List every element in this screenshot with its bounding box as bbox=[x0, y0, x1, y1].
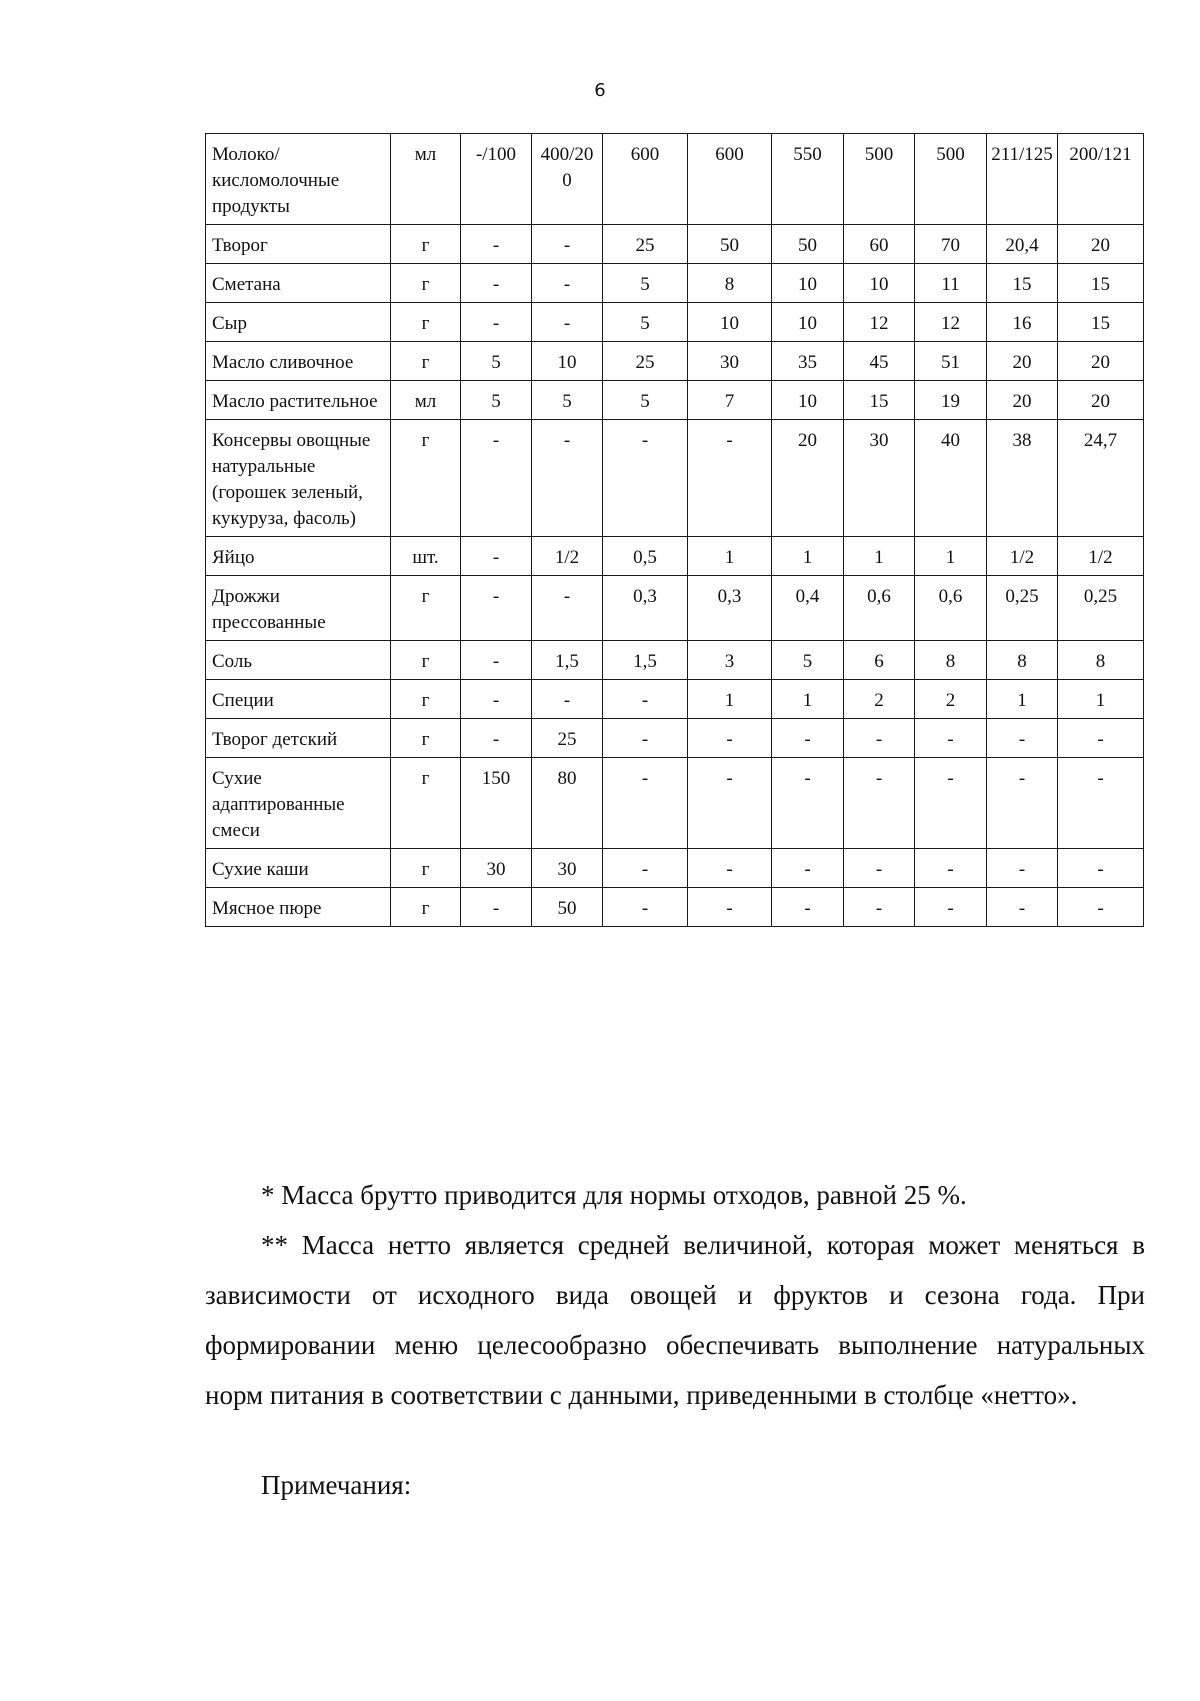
product-name-cell: Специи bbox=[206, 680, 391, 719]
value-cell: 10 bbox=[532, 342, 603, 381]
table-row bbox=[206, 420, 1144, 537]
footnote-netto: ** Масса нетто является средней величиной, которая может меняться в зависимости от исходного вида овощей и фруктов и сезона года. При формировании меню целесообразно обеспечивать выполнение натуральных норм питания в соответствии с данными, приведенными в столбце «нетто». bbox=[205, 1230, 1145, 1410]
unit-cell: г bbox=[391, 888, 461, 927]
value-cell: - bbox=[532, 225, 603, 264]
table-row bbox=[206, 849, 1144, 888]
value-cell: 80 bbox=[532, 758, 603, 849]
value-cell: 1 bbox=[772, 537, 844, 576]
value-cell: 25 bbox=[532, 719, 603, 758]
product-name-cell: Дрожжи прессованные bbox=[206, 576, 391, 641]
food-norms-table-body bbox=[206, 134, 1144, 927]
value-cell: - bbox=[844, 849, 915, 888]
value-cell: 500 bbox=[915, 134, 987, 225]
value-cell: 50 bbox=[772, 225, 844, 264]
product-name-cell: Сухие каши bbox=[206, 849, 391, 888]
unit-cell: мл bbox=[391, 381, 461, 420]
value-cell: - bbox=[1058, 758, 1144, 849]
value-cell: 500 bbox=[844, 134, 915, 225]
table-row bbox=[206, 264, 1144, 303]
value-cell: 11 bbox=[915, 264, 987, 303]
value-cell: - bbox=[987, 719, 1058, 758]
value-cell: 1 bbox=[1058, 680, 1144, 719]
value-cell: - bbox=[1058, 849, 1144, 888]
value-cell: - bbox=[461, 576, 532, 641]
product-name-cell: Сыр bbox=[206, 303, 391, 342]
product-name-cell: Сухие адаптированные смеси bbox=[206, 758, 391, 849]
value-cell: 1 bbox=[987, 680, 1058, 719]
value-cell: 550 bbox=[772, 134, 844, 225]
value-cell: 0,6 bbox=[844, 576, 915, 641]
value-cell: 20 bbox=[987, 342, 1058, 381]
value-cell: 12 bbox=[844, 303, 915, 342]
value-cell: - bbox=[461, 719, 532, 758]
value-cell: 51 bbox=[915, 342, 987, 381]
value-cell: 1/2 bbox=[532, 537, 603, 576]
value-cell: - bbox=[915, 758, 987, 849]
value-cell: - bbox=[987, 758, 1058, 849]
value-cell: 40 bbox=[915, 420, 987, 537]
value-cell: - bbox=[461, 264, 532, 303]
table-row bbox=[206, 680, 1144, 719]
unit-cell: г bbox=[391, 264, 461, 303]
value-cell: - bbox=[461, 537, 532, 576]
value-cell: - bbox=[532, 264, 603, 303]
value-cell: - bbox=[688, 420, 772, 537]
value-cell: 10 bbox=[688, 303, 772, 342]
page-number: 6 bbox=[594, 80, 606, 101]
value-cell: 15 bbox=[1058, 264, 1144, 303]
unit-cell: г bbox=[391, 680, 461, 719]
value-cell: 10 bbox=[772, 303, 844, 342]
value-cell: 5 bbox=[603, 303, 688, 342]
table-row bbox=[206, 888, 1144, 927]
value-cell: - bbox=[461, 888, 532, 927]
product-name-cell: Молоко/ кисломолочные продукты bbox=[206, 134, 391, 225]
value-cell: - bbox=[461, 420, 532, 537]
value-cell: 30 bbox=[532, 849, 603, 888]
value-cell: 8 bbox=[1058, 641, 1144, 680]
unit-cell: шт. bbox=[391, 537, 461, 576]
value-cell: 0,4 bbox=[772, 576, 844, 641]
value-cell: - bbox=[603, 888, 688, 927]
value-cell: - bbox=[688, 888, 772, 927]
value-cell: 38 bbox=[987, 420, 1058, 537]
value-cell: - bbox=[532, 420, 603, 537]
value-cell: 0,3 bbox=[603, 576, 688, 641]
value-cell: 1,5 bbox=[532, 641, 603, 680]
value-cell: 10 bbox=[772, 264, 844, 303]
value-cell: - bbox=[532, 576, 603, 641]
value-cell: 15 bbox=[844, 381, 915, 420]
value-cell: - bbox=[915, 849, 987, 888]
value-cell: 1 bbox=[844, 537, 915, 576]
value-cell: 1 bbox=[915, 537, 987, 576]
value-cell: - bbox=[461, 225, 532, 264]
unit-cell: г bbox=[391, 758, 461, 849]
value-cell: 20 bbox=[987, 381, 1058, 420]
table-row bbox=[206, 342, 1144, 381]
value-cell: 45 bbox=[844, 342, 915, 381]
value-cell: 8 bbox=[915, 641, 987, 680]
value-cell: 19 bbox=[915, 381, 987, 420]
value-cell: 200/121 bbox=[1058, 134, 1144, 225]
product-name-cell: Мясное пюре bbox=[206, 888, 391, 927]
unit-cell: г bbox=[391, 342, 461, 381]
value-cell: 20 bbox=[1058, 342, 1144, 381]
value-cell: 2 bbox=[915, 680, 987, 719]
value-cell: 50 bbox=[532, 888, 603, 927]
value-cell: 20,4 bbox=[987, 225, 1058, 264]
value-cell: 7 bbox=[688, 381, 772, 420]
table-row bbox=[206, 719, 1144, 758]
value-cell: 35 bbox=[772, 342, 844, 381]
value-cell: - bbox=[1058, 888, 1144, 927]
value-cell: 25 bbox=[603, 342, 688, 381]
value-cell: 150 bbox=[461, 758, 532, 849]
table-row bbox=[206, 381, 1144, 420]
value-cell: 20 bbox=[1058, 225, 1144, 264]
value-cell: 600 bbox=[603, 134, 688, 225]
value-cell: 20 bbox=[1058, 381, 1144, 420]
value-cell: - bbox=[688, 758, 772, 849]
value-cell: 5 bbox=[603, 264, 688, 303]
value-cell: - bbox=[688, 719, 772, 758]
value-cell: - bbox=[844, 758, 915, 849]
value-cell: - bbox=[987, 888, 1058, 927]
unit-cell: г bbox=[391, 420, 461, 537]
value-cell: 1 bbox=[772, 680, 844, 719]
table-row bbox=[206, 537, 1144, 576]
value-cell: 2 bbox=[844, 680, 915, 719]
footnote-brutto: * Масса брутто приводится для нормы отходов, равной 25 %. bbox=[261, 1180, 967, 1210]
unit-cell: мл bbox=[391, 134, 461, 225]
value-cell: - bbox=[772, 758, 844, 849]
product-name-cell: Масло сливочное bbox=[206, 342, 391, 381]
table-row bbox=[206, 641, 1144, 680]
value-cell: - bbox=[772, 719, 844, 758]
value-cell: - bbox=[915, 888, 987, 927]
value-cell: 5 bbox=[532, 381, 603, 420]
value-cell: 5 bbox=[603, 381, 688, 420]
value-cell: - bbox=[461, 680, 532, 719]
value-cell: - bbox=[603, 849, 688, 888]
value-cell: - bbox=[844, 719, 915, 758]
value-cell: -/100 bbox=[461, 134, 532, 225]
value-cell: - bbox=[532, 303, 603, 342]
value-cell: 3 bbox=[688, 641, 772, 680]
value-cell: - bbox=[603, 420, 688, 537]
value-cell: 5 bbox=[772, 641, 844, 680]
value-cell: 6 bbox=[844, 641, 915, 680]
unit-cell: г bbox=[391, 225, 461, 264]
table-row bbox=[206, 225, 1144, 264]
value-cell: - bbox=[772, 849, 844, 888]
value-cell: - bbox=[844, 888, 915, 927]
value-cell: 0,25 bbox=[987, 576, 1058, 641]
unit-cell: г bbox=[391, 849, 461, 888]
value-cell: - bbox=[688, 849, 772, 888]
value-cell: 16 bbox=[987, 303, 1058, 342]
product-name-cell: Соль bbox=[206, 641, 391, 680]
product-name-cell: Творог детский bbox=[206, 719, 391, 758]
value-cell: 5 bbox=[461, 381, 532, 420]
table-row bbox=[206, 576, 1144, 641]
value-cell: - bbox=[603, 758, 688, 849]
value-cell: 600 bbox=[688, 134, 772, 225]
value-cell: 211/125 bbox=[987, 134, 1058, 225]
table-row bbox=[206, 758, 1144, 849]
product-name-cell: Консервы овощные натуральные (горошек зеленый, кукуруза, фасоль) bbox=[206, 420, 391, 537]
value-cell: 30 bbox=[461, 849, 532, 888]
value-cell: 8 bbox=[688, 264, 772, 303]
value-cell: - bbox=[987, 849, 1058, 888]
unit-cell: г bbox=[391, 303, 461, 342]
product-name-cell: Масло растительное bbox=[206, 381, 391, 420]
value-cell: 15 bbox=[1058, 303, 1144, 342]
product-name-cell: Сметана bbox=[206, 264, 391, 303]
value-cell: 70 bbox=[915, 225, 987, 264]
value-cell: 25 bbox=[603, 225, 688, 264]
table-row bbox=[206, 303, 1144, 342]
value-cell: 1 bbox=[688, 537, 772, 576]
table-row bbox=[206, 134, 1144, 225]
value-cell: 60 bbox=[844, 225, 915, 264]
value-cell: 0,25 bbox=[1058, 576, 1144, 641]
value-cell: 1/2 bbox=[987, 537, 1058, 576]
value-cell: - bbox=[603, 719, 688, 758]
value-cell: 1/2 bbox=[1058, 537, 1144, 576]
value-cell: 0,3 bbox=[688, 576, 772, 641]
value-cell: 24,7 bbox=[1058, 420, 1144, 537]
unit-cell: г bbox=[391, 719, 461, 758]
value-cell: - bbox=[461, 303, 532, 342]
value-cell: - bbox=[1058, 719, 1144, 758]
value-cell: 0,6 bbox=[915, 576, 987, 641]
value-cell: - bbox=[603, 680, 688, 719]
value-cell: - bbox=[772, 888, 844, 927]
value-cell: 15 bbox=[987, 264, 1058, 303]
value-cell: 1 bbox=[688, 680, 772, 719]
food-norms-table bbox=[205, 133, 1144, 927]
value-cell: 30 bbox=[844, 420, 915, 537]
value-cell: 10 bbox=[844, 264, 915, 303]
value-cell: 12 bbox=[915, 303, 987, 342]
value-cell: 50 bbox=[688, 225, 772, 264]
value-cell: - bbox=[915, 719, 987, 758]
value-cell: 1,5 bbox=[603, 641, 688, 680]
value-cell: 8 bbox=[987, 641, 1058, 680]
value-cell: - bbox=[461, 641, 532, 680]
remarks-title: Примечания: bbox=[261, 1470, 412, 1500]
unit-cell: г bbox=[391, 576, 461, 641]
value-cell: 20 bbox=[772, 420, 844, 537]
footnotes bbox=[205, 1170, 1145, 1510]
product-name-cell: Творог bbox=[206, 225, 391, 264]
value-cell: 5 bbox=[461, 342, 532, 381]
value-cell: 30 bbox=[688, 342, 772, 381]
product-name-cell: Яйцо bbox=[206, 537, 391, 576]
unit-cell: г bbox=[391, 641, 461, 680]
value-cell: 10 bbox=[772, 381, 844, 420]
value-cell: - bbox=[532, 680, 603, 719]
value-cell: 0,5 bbox=[603, 537, 688, 576]
value-cell: 400/200 bbox=[532, 134, 603, 225]
